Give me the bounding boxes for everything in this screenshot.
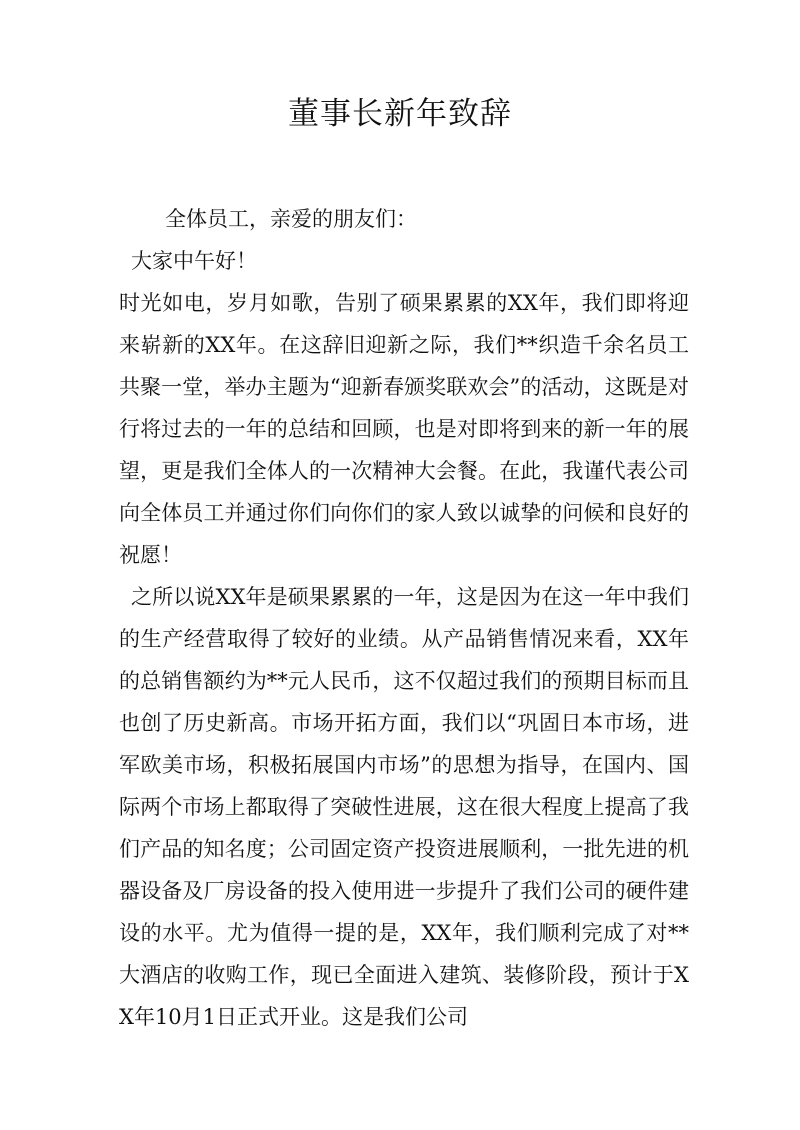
- salutation: 全体员工，亲爱的朋友们：: [165, 207, 417, 231]
- paragraph-1: 时光如电，岁月如歌，告别了硕果累累的XX年，我们即将迎来崭新的XX年。在这辞旧迎新之际，我们**织造千余名员工共聚一堂，举办主题为“迎新春颁奖联欢会”的活动，这既是对行将过去的一年的总结和回顾，也是对即将到来的新一年的展望，更是我们全体人的一次精神大会餐。在此，我谨代表公司向全体员工并通过你们向你们的家人致以诚挚的问候和良好的祝愿！: [119, 291, 689, 567]
- greeting-line: 大家中午好！: [131, 249, 257, 273]
- paragraph-2: 之所以说XX年是硕果累累的一年，这是因为在这一年中我们的生产经营取得了较好的业绩。从产品销售情况来看，XX年的总销售额约为**元人民币，这不仅超过我们的预期目标而且也创了历史新高。市场开拓方面，我们以“巩固日本市场，进军欧美市场，积极拓展国内市场”的思想为指导，在国内、国际两个市场上都取得了突破性进展，这在很大程度上提高了我们产品的知名度；公司固定资产投资进展顺利，一批先进的机器设备及厂房设备的投入使用进一步提升了我们公司的硬件建设的水平。尤为值得一提的是，XX年，我们顺利完成了对**大酒店的收购工作，现已全面进入建筑、装修阶段，预计于XX年10月1日正式开业。这是我们公司: [119, 585, 689, 1029]
- document-title: 董事长新年致辞: [288, 96, 512, 132]
- document-body: [119, 198, 689, 1038]
